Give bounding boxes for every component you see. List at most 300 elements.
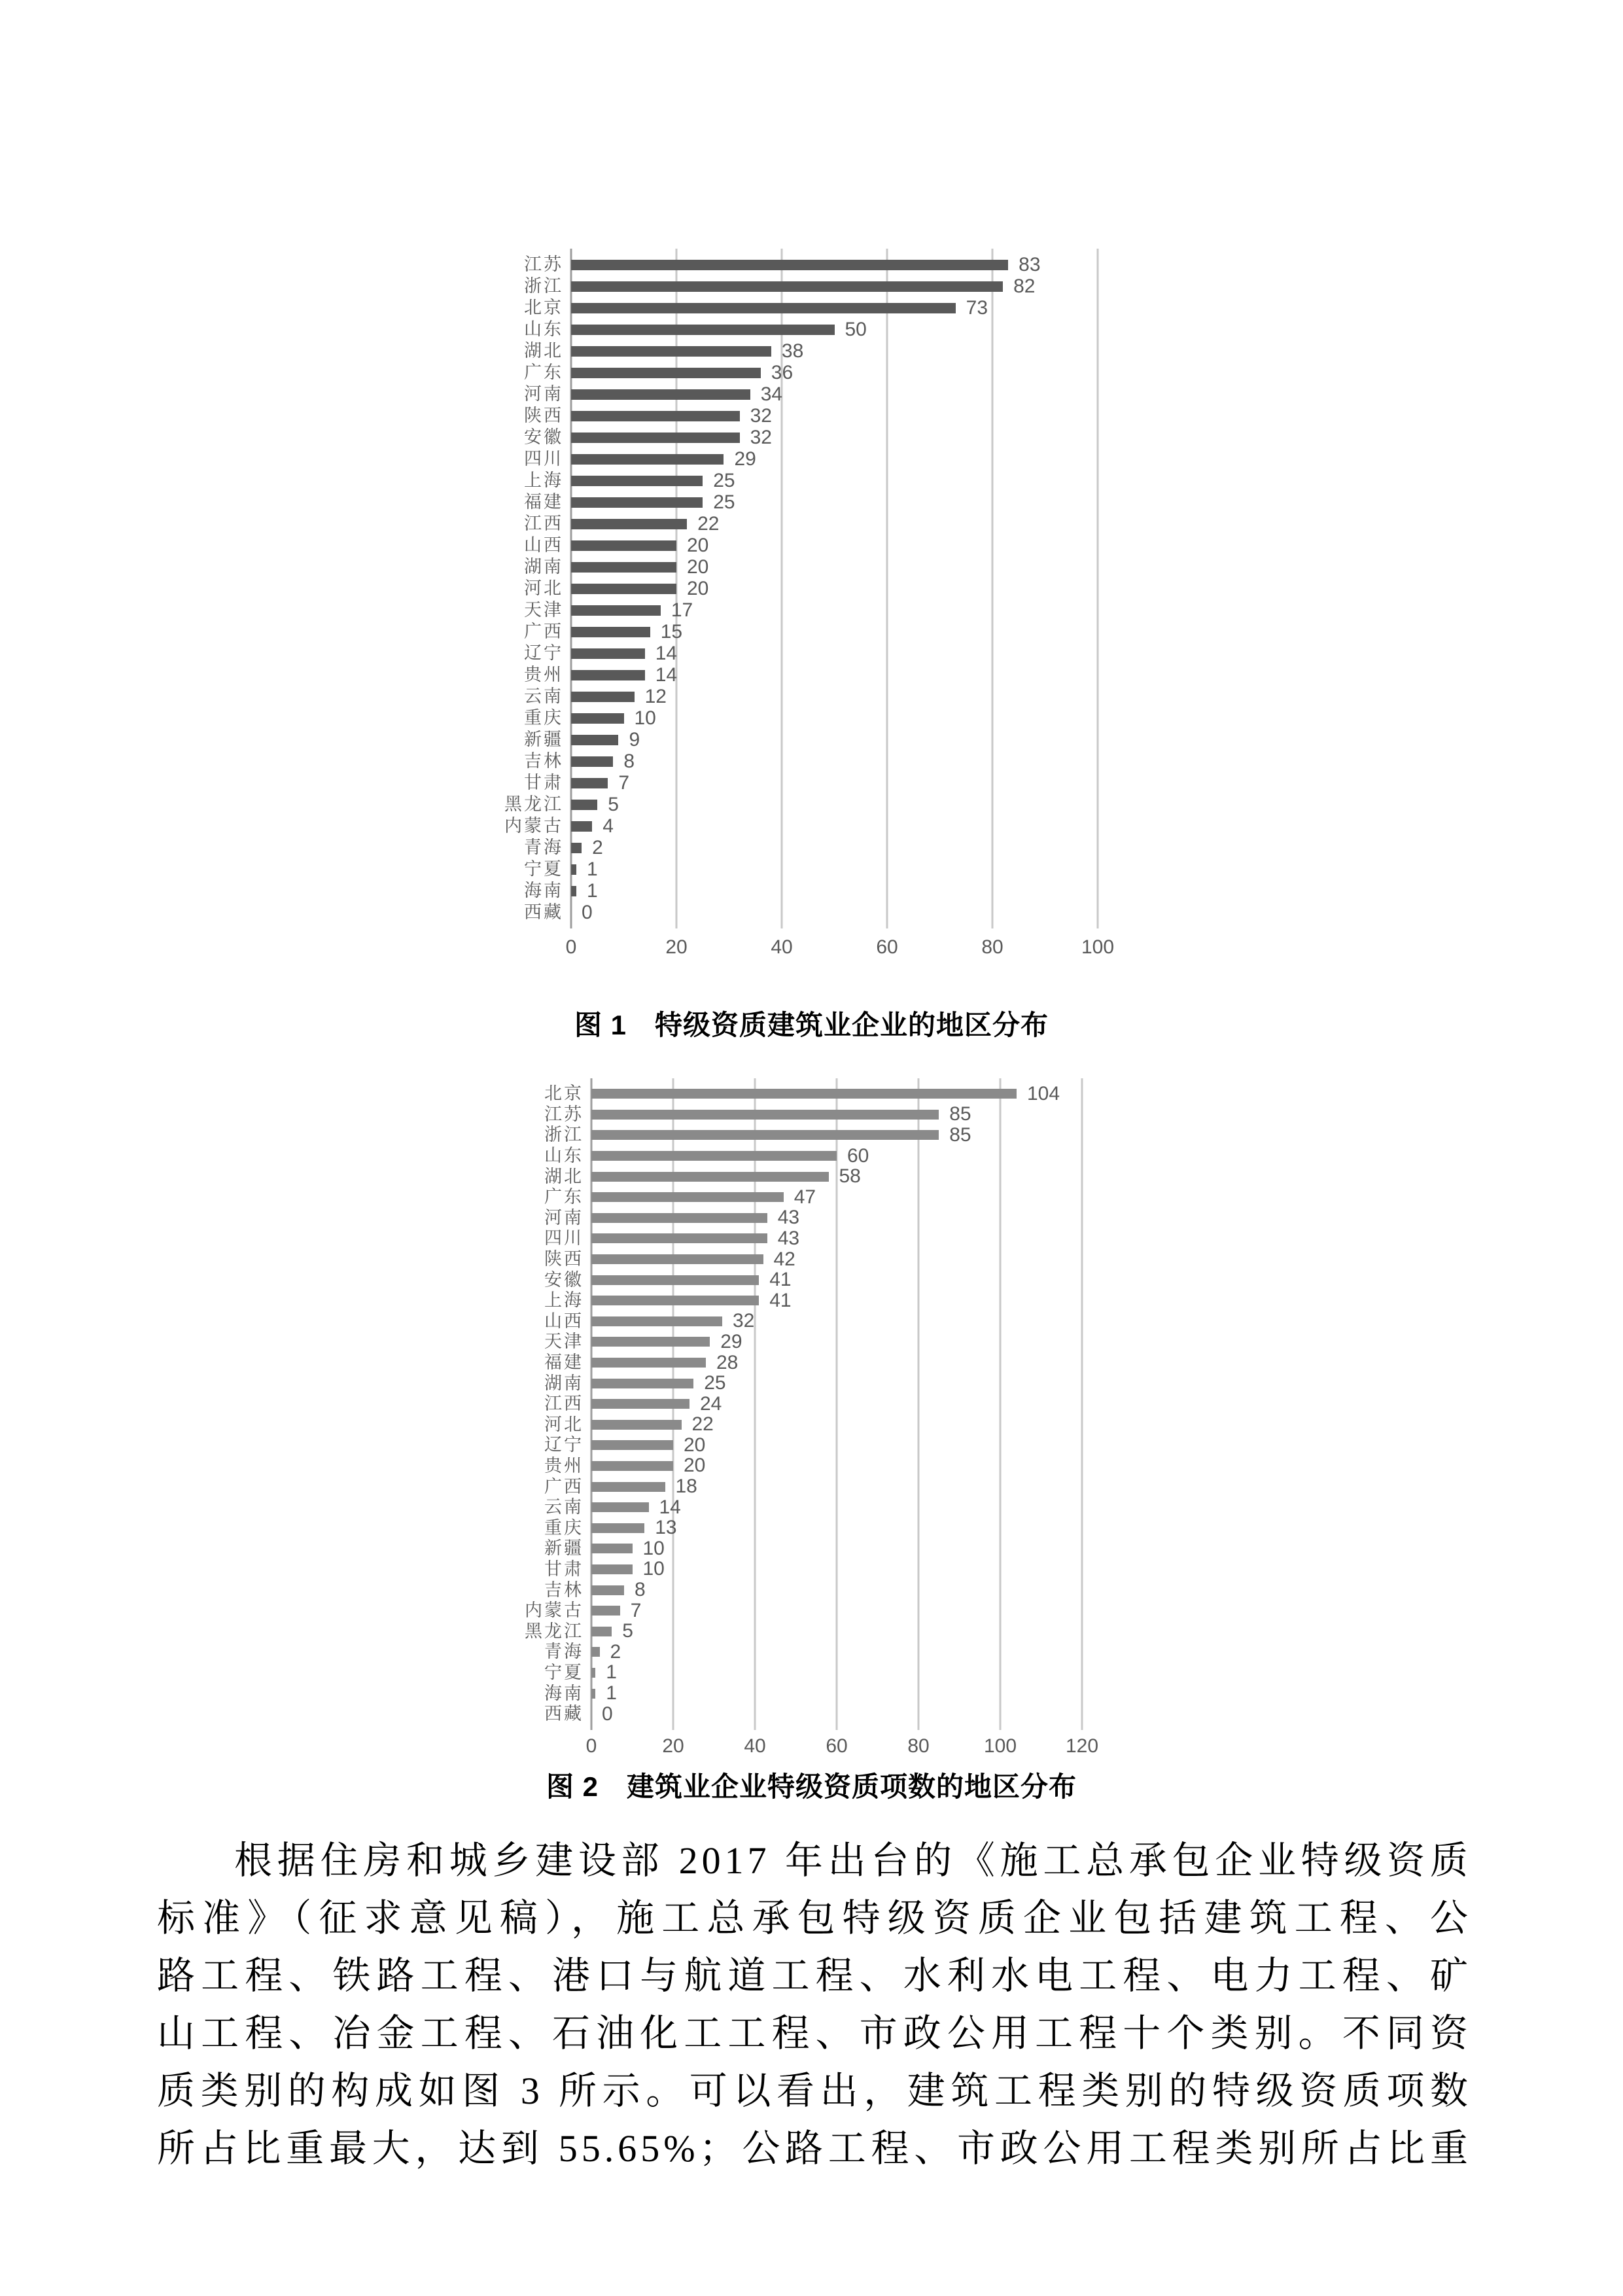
bar-value-label: 25 xyxy=(704,1372,726,1394)
bar xyxy=(571,540,676,551)
x-axis-tick-label: 60 xyxy=(826,1735,848,1757)
category-label: 甘肃 xyxy=(524,773,563,792)
x-axis-tick-label: 40 xyxy=(771,936,793,958)
bar-cell xyxy=(591,1353,1187,1373)
bar xyxy=(571,605,661,616)
x-axis-tick-label: 80 xyxy=(907,1735,930,1757)
bar xyxy=(591,1440,673,1450)
bar xyxy=(571,325,835,335)
category-label: 甘肃 xyxy=(544,1559,584,1579)
chart-bar-row xyxy=(420,1497,1187,1518)
bar-cell xyxy=(571,342,1202,361)
category-label: 天津 xyxy=(524,600,563,620)
bar-value-label: 83 xyxy=(1019,253,1041,275)
bar-cell xyxy=(571,320,1202,340)
category-label: 广西 xyxy=(544,1476,584,1496)
category-label: 安徽 xyxy=(544,1269,584,1290)
bar xyxy=(571,692,635,702)
chart-bar-row xyxy=(400,664,1202,686)
chart-bar-row xyxy=(420,1559,1187,1580)
bar xyxy=(571,864,576,875)
bar-cell xyxy=(591,1146,1187,1166)
bar-value-label: 0 xyxy=(602,1703,613,1725)
plot-area xyxy=(420,1078,1187,1730)
bar-value-label: 13 xyxy=(655,1517,677,1539)
bar-value-label: 22 xyxy=(697,512,720,535)
chart-bar-row xyxy=(420,1187,1187,1208)
bar-value-label: 10 xyxy=(642,1537,665,1559)
bar-cell xyxy=(571,471,1202,491)
bar xyxy=(571,497,703,508)
bar-cell xyxy=(591,1415,1187,1434)
category-label: 贵州 xyxy=(544,1455,584,1475)
bar xyxy=(571,562,676,573)
category-label: 四川 xyxy=(524,449,563,468)
bar-value-label: 10 xyxy=(642,1558,665,1580)
figure-2-caption: 图 2 建筑业企业特级资质项数的地区分布 xyxy=(546,1771,1077,1802)
bar xyxy=(591,1585,624,1595)
chart-bar-row xyxy=(400,621,1202,643)
category-label: 内蒙古 xyxy=(525,1600,584,1621)
bar-value-label: 20 xyxy=(684,1434,706,1456)
chart-bar-row xyxy=(420,1415,1187,1436)
chart-bar-row xyxy=(420,1146,1187,1167)
category-label: 北京 xyxy=(544,1084,584,1104)
bar xyxy=(591,1627,612,1636)
category-label: 新疆 xyxy=(544,1538,584,1559)
bar xyxy=(591,1689,595,1699)
bar-cell xyxy=(591,1104,1187,1124)
bar-cell xyxy=(591,1498,1187,1517)
figure-1-caption: 图 1 特级资质建筑业企业的地区分布 xyxy=(574,1010,1049,1040)
bar xyxy=(571,713,624,724)
bar xyxy=(571,735,618,745)
bar xyxy=(591,1399,689,1409)
bar xyxy=(591,1564,633,1574)
bar xyxy=(571,756,613,767)
bar-value-label: 47 xyxy=(794,1186,816,1208)
chart-bar-row xyxy=(420,1600,1187,1621)
category-label: 山东 xyxy=(544,1146,584,1166)
bar xyxy=(571,800,597,810)
bar xyxy=(591,1233,767,1243)
category-label: 浙江 xyxy=(524,276,563,296)
chart-bar-row xyxy=(420,1704,1187,1725)
bar xyxy=(571,648,645,659)
bar-cell xyxy=(591,1601,1187,1621)
bar-value-label: 1 xyxy=(606,1682,617,1704)
bar-cell xyxy=(571,298,1202,318)
bar xyxy=(591,1089,1017,1099)
category-label: 内蒙古 xyxy=(504,816,563,836)
bar-cell xyxy=(591,1229,1187,1248)
chart-bar-row xyxy=(420,1352,1187,1373)
chart-bar-row xyxy=(400,319,1202,340)
chart-bar-row xyxy=(400,470,1202,491)
category-label: 江苏 xyxy=(544,1104,584,1124)
bar xyxy=(571,584,676,594)
x-axis-tick-label: 60 xyxy=(876,936,898,958)
category-label: 海南 xyxy=(524,881,563,900)
bar-cell xyxy=(571,363,1202,383)
bar-cell xyxy=(571,860,1202,879)
category-label: 吉林 xyxy=(524,751,563,771)
bar-value-label: 8 xyxy=(635,1579,646,1601)
bar-value-label: 60 xyxy=(847,1144,869,1167)
x-axis xyxy=(585,1735,1099,1763)
category-label: 辽宁 xyxy=(524,643,563,663)
bar-value-label: 20 xyxy=(687,556,709,578)
bar-value-label: 14 xyxy=(659,1496,681,1518)
chart-bar-row xyxy=(420,1621,1187,1642)
bar-value-label: 85 xyxy=(949,1103,971,1125)
bar-value-label: 22 xyxy=(691,1413,714,1436)
category-label: 新疆 xyxy=(524,730,563,749)
bar-value-label: 36 xyxy=(771,361,794,383)
chart-bar-row xyxy=(420,1249,1187,1270)
x-axis-tick-label: 20 xyxy=(662,1735,684,1757)
bar-cell xyxy=(591,1167,1187,1186)
chart-bar-row xyxy=(420,1166,1187,1187)
bar-cell xyxy=(591,1684,1187,1703)
bar xyxy=(591,1647,600,1657)
chart-bar-row xyxy=(400,340,1202,362)
bar-cell xyxy=(591,1188,1187,1207)
chart-bar-row xyxy=(400,729,1202,751)
chart-bar-row xyxy=(420,1538,1187,1559)
bar-value-label: 14 xyxy=(655,642,678,664)
chart-bar-row xyxy=(400,427,1202,448)
bar xyxy=(591,1606,620,1616)
bar-cell xyxy=(591,1642,1187,1662)
bar-cell xyxy=(571,817,1202,836)
body-text-line: 根据住房和城乡建设部 2017 年出台的《施工总承包企业特级资质 xyxy=(234,1839,1472,1882)
bar-cell xyxy=(591,1270,1187,1290)
bar xyxy=(591,1151,837,1161)
chart-bar-row xyxy=(400,772,1202,794)
bar xyxy=(591,1275,759,1285)
chart-bar-row xyxy=(420,1580,1187,1600)
bar xyxy=(571,368,761,378)
bar xyxy=(591,1544,633,1553)
bar-cell xyxy=(571,428,1202,448)
bar-cell xyxy=(591,1373,1187,1393)
x-axis-tick-label: 100 xyxy=(983,1735,1017,1757)
body-text-line: 标准》（征求意见稿），施工总承包特级资质企业包括建筑工程、公 xyxy=(157,1897,1472,1939)
bar-value-label: 20 xyxy=(687,577,709,599)
bar-cell xyxy=(571,579,1202,599)
bar-value-label: 29 xyxy=(734,448,756,470)
bar xyxy=(591,1379,693,1388)
bar-cell xyxy=(591,1559,1187,1579)
chart-bar-row xyxy=(400,383,1202,405)
category-label: 江西 xyxy=(544,1394,584,1414)
chart-bar-row xyxy=(420,1228,1187,1249)
bar-cell xyxy=(571,493,1202,512)
bar-value-label: 41 xyxy=(769,1269,792,1291)
bar-value-label: 58 xyxy=(839,1165,861,1188)
category-label: 云南 xyxy=(524,686,563,706)
bar-cell xyxy=(591,1125,1187,1145)
bar xyxy=(571,346,771,357)
bar-cell xyxy=(571,773,1202,793)
bar xyxy=(571,411,740,421)
bar xyxy=(591,1296,759,1305)
category-label: 湖北 xyxy=(524,341,563,361)
chart-bar-row xyxy=(420,1517,1187,1538)
bar-value-label: 9 xyxy=(629,728,640,751)
chart-bar-row xyxy=(420,1084,1187,1104)
bar-cell xyxy=(571,687,1202,707)
bar-value-label: 1 xyxy=(587,858,598,880)
chart-bar-row xyxy=(400,858,1202,880)
chart-bar-row xyxy=(420,1394,1187,1415)
category-label: 河北 xyxy=(524,578,563,598)
bar-cell xyxy=(591,1539,1187,1559)
bar-cell xyxy=(571,795,1202,815)
x-axis-tick-label: 100 xyxy=(1081,936,1115,958)
chart-bar-row xyxy=(400,707,1202,729)
chart-bar-row xyxy=(420,1663,1187,1684)
bar xyxy=(591,1254,763,1264)
bar-cell xyxy=(571,881,1202,901)
bar xyxy=(571,821,592,832)
bar-value-label: 2 xyxy=(592,836,603,858)
bar-value-label: 29 xyxy=(720,1330,742,1352)
bar-value-label: 2 xyxy=(610,1640,621,1663)
chart-bar-row xyxy=(420,1435,1187,1456)
bar-value-label: 8 xyxy=(623,750,635,772)
bar xyxy=(571,454,724,465)
bar-value-label: 5 xyxy=(608,793,619,815)
chart-bar-row xyxy=(400,491,1202,513)
bar xyxy=(591,1172,829,1182)
bar-cell xyxy=(571,752,1202,771)
chart-bar-row xyxy=(400,254,1202,275)
body-text-line: 所占比重最大，达到 55.65%；公路工程、市政公用工程类别所占比重 xyxy=(157,2127,1472,2170)
body-text-line: 质类别的构成如图 3 所示。可以看出，建筑工程类别的特级资质项数 xyxy=(157,2070,1472,2112)
bar-cell xyxy=(571,903,1202,923)
bar-cell xyxy=(571,536,1202,556)
bar-cell xyxy=(591,1477,1187,1496)
category-label: 江西 xyxy=(524,514,563,533)
bar xyxy=(571,389,750,400)
category-label: 贵州 xyxy=(524,665,563,684)
bar-value-label: 82 xyxy=(1013,275,1036,297)
chart-bar-row xyxy=(420,1269,1187,1290)
bar-value-label: 42 xyxy=(773,1248,795,1270)
bar-cell xyxy=(571,622,1202,642)
category-label: 青海 xyxy=(524,838,563,857)
bar xyxy=(591,1213,767,1223)
chart-bar-row xyxy=(420,1476,1187,1497)
bar xyxy=(571,627,650,637)
category-label: 黑龙江 xyxy=(504,794,563,814)
bar-cell xyxy=(571,406,1202,426)
bar xyxy=(591,1192,784,1202)
bar xyxy=(571,476,703,486)
chart-bar-row xyxy=(400,535,1202,556)
category-label: 西藏 xyxy=(524,902,563,922)
bar-cell xyxy=(571,514,1202,534)
category-label: 广东 xyxy=(544,1187,584,1207)
category-label: 福建 xyxy=(524,492,563,512)
category-label: 宁夏 xyxy=(544,1662,584,1682)
category-label: 辽宁 xyxy=(544,1435,584,1455)
chart-bar-row xyxy=(420,1311,1187,1332)
category-label: 山西 xyxy=(544,1311,584,1331)
category-label: 河南 xyxy=(544,1207,584,1227)
bar xyxy=(571,886,576,896)
x-axis-tick-label: 20 xyxy=(665,936,688,958)
bar xyxy=(591,1502,649,1512)
chart-bar-row xyxy=(400,643,1202,664)
bar-cell xyxy=(591,1291,1187,1311)
bar xyxy=(571,778,608,788)
chart-bar-row xyxy=(400,578,1202,599)
bar-value-label: 104 xyxy=(1027,1082,1060,1104)
category-label: 安徽 xyxy=(524,427,563,447)
chart-bar-row xyxy=(400,556,1202,578)
bar-cell xyxy=(591,1311,1187,1331)
bar-value-label: 18 xyxy=(675,1475,697,1498)
bar xyxy=(591,1482,665,1492)
body-text-line: 山工程、冶金工程、石油化工工程、市政公用工程十个类别。不同资 xyxy=(157,2012,1472,2055)
category-label: 吉林 xyxy=(544,1580,584,1600)
bar-cell xyxy=(591,1394,1187,1414)
bar-cell xyxy=(571,709,1202,728)
bar-value-label: 24 xyxy=(700,1392,722,1415)
category-label: 陕西 xyxy=(544,1249,584,1269)
bar-rows xyxy=(400,249,1202,928)
bar-value-label: 15 xyxy=(660,620,683,643)
category-label: 福建 xyxy=(544,1352,584,1373)
chart-bar-row xyxy=(420,1290,1187,1311)
chart-bar-row xyxy=(420,1642,1187,1663)
bar xyxy=(591,1461,673,1471)
chart-bar-row xyxy=(420,1208,1187,1229)
x-axis-tick-label: 0 xyxy=(565,936,577,958)
bar-value-label: 0 xyxy=(582,901,593,923)
bar-value-label: 32 xyxy=(750,404,772,427)
bar-value-label: 5 xyxy=(622,1620,633,1642)
bar-value-label: 20 xyxy=(687,534,709,556)
bar-value-label: 7 xyxy=(630,1599,642,1621)
category-label: 重庆 xyxy=(544,1517,584,1538)
bar xyxy=(571,433,740,443)
category-label: 四川 xyxy=(544,1228,584,1248)
category-label: 北京 xyxy=(524,298,563,317)
category-label: 河南 xyxy=(524,384,563,404)
category-label: 西藏 xyxy=(544,1704,584,1724)
bar-value-label: 43 xyxy=(777,1207,800,1229)
bar xyxy=(591,1110,939,1120)
bar-cell xyxy=(571,277,1202,296)
bar-cell xyxy=(571,255,1202,275)
category-label: 河北 xyxy=(544,1414,584,1434)
bar xyxy=(591,1523,644,1533)
bar-rows xyxy=(420,1078,1187,1729)
chart-bar-row xyxy=(420,1125,1187,1146)
category-label: 上海 xyxy=(524,470,563,490)
bar-value-label: 50 xyxy=(845,318,867,340)
category-label: 广东 xyxy=(524,362,563,382)
bar-cell xyxy=(591,1621,1187,1641)
bar-value-label: 32 xyxy=(733,1310,755,1332)
category-label: 云南 xyxy=(544,1497,584,1517)
bar-cell xyxy=(591,1084,1187,1104)
bar-cell xyxy=(591,1332,1187,1352)
bar-value-label: 17 xyxy=(671,599,693,621)
bar-value-label: 20 xyxy=(684,1455,706,1477)
bar-value-label: 73 xyxy=(966,296,988,319)
chart-bar-row xyxy=(400,815,1202,837)
bar-cell xyxy=(571,601,1202,620)
chart-bar-row xyxy=(400,686,1202,707)
bar-value-label: 25 xyxy=(713,469,735,491)
category-label: 陕西 xyxy=(524,406,563,425)
bar xyxy=(571,260,1008,270)
bar-value-label: 85 xyxy=(949,1123,971,1146)
chart-bar-row xyxy=(400,880,1202,902)
bar-cell xyxy=(591,1250,1187,1269)
bar-value-label: 32 xyxy=(750,426,772,448)
category-label: 上海 xyxy=(544,1290,584,1311)
chart-bar-row xyxy=(400,513,1202,535)
category-label: 山西 xyxy=(524,535,563,555)
category-label: 重庆 xyxy=(524,708,563,728)
chart-bar-row xyxy=(420,1683,1187,1704)
x-axis-tick-label: 40 xyxy=(744,1735,766,1757)
bar-value-label: 1 xyxy=(587,879,598,902)
bar-value-label: 7 xyxy=(618,771,630,794)
bar-value-label: 43 xyxy=(777,1227,800,1249)
bar-cell xyxy=(591,1436,1187,1455)
chart-bar-row xyxy=(400,448,1202,470)
category-label: 山东 xyxy=(524,319,563,339)
bar xyxy=(571,843,582,853)
chart-bar-row xyxy=(400,902,1202,923)
bar xyxy=(571,519,687,529)
bar-value-label: 28 xyxy=(716,1351,739,1373)
bar-cell xyxy=(571,730,1202,750)
bar-value-label: 38 xyxy=(781,340,804,362)
bar-cell xyxy=(591,1208,1187,1227)
bar-cell xyxy=(591,1580,1187,1600)
bar-value-label: 41 xyxy=(769,1289,792,1311)
x-axis-tick-label: 120 xyxy=(1065,1735,1099,1757)
bar xyxy=(571,303,956,313)
plot-area xyxy=(400,249,1202,928)
x-axis-tick-label: 80 xyxy=(981,936,1003,958)
bar-cell xyxy=(571,665,1202,685)
chart-bar-row xyxy=(400,751,1202,772)
bar-value-label: 14 xyxy=(655,663,678,686)
chart-bar-row xyxy=(420,1373,1187,1394)
bar-value-label: 25 xyxy=(713,491,735,513)
category-label: 湖北 xyxy=(544,1166,584,1186)
chart-bar-row xyxy=(400,599,1202,621)
category-label: 湖南 xyxy=(524,557,563,576)
bar xyxy=(591,1316,722,1326)
bar xyxy=(571,281,1003,292)
bar xyxy=(591,1337,710,1347)
bar-value-label: 4 xyxy=(602,815,614,837)
figure-1-bar-chart xyxy=(400,249,1202,958)
bar-cell xyxy=(591,1456,1187,1475)
figure-2-bar-chart xyxy=(420,1078,1187,1757)
body-text-line: 路工程、铁路工程、港口与航道工程、水利水电工程、电力工程、矿 xyxy=(157,1954,1472,1997)
